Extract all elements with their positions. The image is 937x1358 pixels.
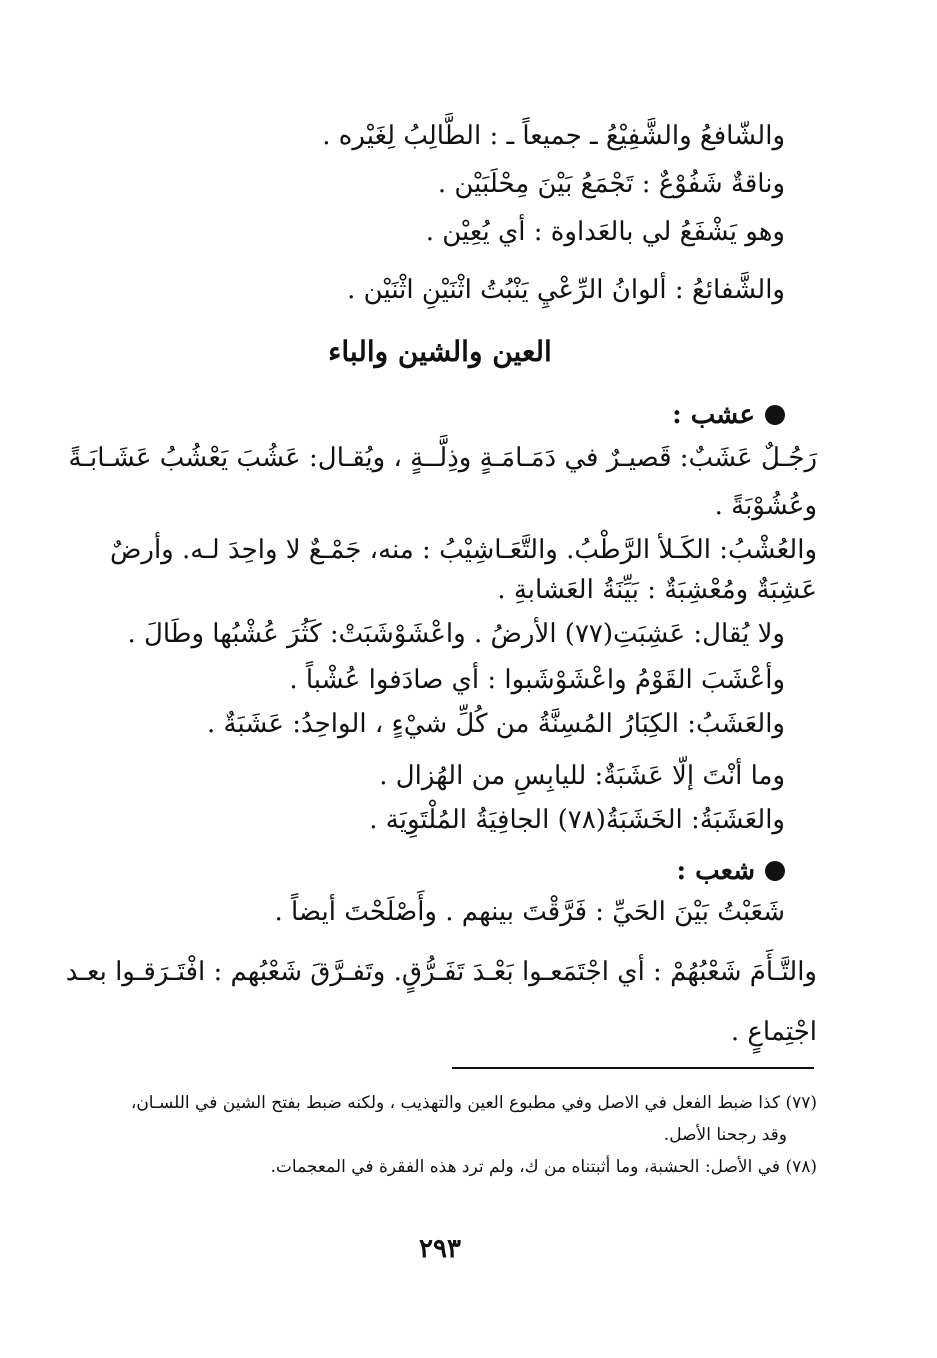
text-line: ولا يُقال: عَشِبَتِ(٧٧) الأرضُ . واعْشَوْشَبَتْ: كَثُرَ عُشْبُها وطَالَ . xyxy=(127,619,785,649)
entry-heading-shaab xyxy=(676,856,785,886)
footnote-78: (٧٨) في الأصل: الحشبة، وما أثبتناه من ك، ولم ترد هذه الفقرة في المعجمات. xyxy=(270,1157,817,1177)
text-line: والشَّفائعُ : ألوانُ الرِّعْيِ يَنْبُتُ اثْنَيْنِ اثْنَيْن . xyxy=(347,275,785,305)
footnote-divider xyxy=(452,1067,814,1069)
entry-title: عشب : xyxy=(672,400,755,430)
text-line: وعُشُوْبَةً . xyxy=(714,491,817,521)
entry-title: شعب : xyxy=(676,856,755,886)
text-line: وما أنْتَ إلّا عَشَبَةٌ: لليابِسِ من الهُزال . xyxy=(379,761,785,791)
text-line: والعَشَبُ: الكِبَارُ المُسِنَّةُ من كُلِّ شيْءٍ ، الواحِدُ: عَشَبَةٌ . xyxy=(207,709,785,739)
footnote-77: (٧٧) كذا ضبط الفعل في الاصل وفي مطبوع العين والتهذيب ، ولكنه ضبط بفتح الشين في اللسـان، xyxy=(130,1093,817,1113)
text-line: وأعْشَبَ القَوْمُ واعْشَوْشَبوا : أي صادَفوا عُشْباً . xyxy=(289,665,785,695)
bullet-icon xyxy=(765,405,785,425)
text-line: والعَشَبَةُ: الخَشَبَةُ(٧٨) الجافِيَةُ المُلْتَوِيَة . xyxy=(369,805,785,835)
text-line: وهو يَشْفَعُ لي بالعَداوة : أي يُعِيْن . xyxy=(425,217,785,247)
text-line: والعُشْبُ: الكَـلأ الرَّطْبُ. والتَّعَـاشِيْبُ : منه، جَمْـعٌ لا واحِدَ لـه. وأرضٌ xyxy=(109,535,817,565)
text-line: وناقةٌ شَفُوْعٌ : تَجْمَعُ بَيْنَ مِحْلَبَيْن . xyxy=(437,169,785,199)
text-line: عَشِبَةٌ ومُعْشِبَةٌ : بَيِّنَةُ العَشابةِ . xyxy=(497,575,817,605)
text-line: رَجُـلٌ عَشَبٌ: قَصيـرٌ في دَمَـامَـةٍ وذِلَّــةٍ ، ويُقـال: عَشُبَ يَعْشُبُ عَشَـابَـةً xyxy=(68,443,817,473)
page-number: ٢٩٣ xyxy=(419,1234,461,1264)
section-heading: العين والشين والباء xyxy=(328,335,552,368)
entry-heading-ashab xyxy=(672,400,785,430)
footnote-77-continuation: وقد رجحنا الأصل. xyxy=(663,1125,787,1145)
text-line: والشّافعُ والشَّفِيْعُ ـ جميعاً ـ : الطَّالِبُ لِغَيْره . xyxy=(322,121,785,151)
text-line: والتَّـأَمَ شَعْبُهُمْ : أي اجْتَمَعـوا بَعْـدَ تَفَـرُّقٍ. وتَفـرَّقَ شَعْبُهم : افْتَـرَقـوا بعـد xyxy=(65,957,817,987)
bullet-icon xyxy=(765,861,785,881)
text-line: اجْتِماعٍ . xyxy=(730,1017,817,1047)
text-line: شَعَبْتُ بَيْنَ الحَيِّ : فَرَّقْتَ بينهم . وأَصْلَحْتَ أيضاً . xyxy=(274,897,785,927)
